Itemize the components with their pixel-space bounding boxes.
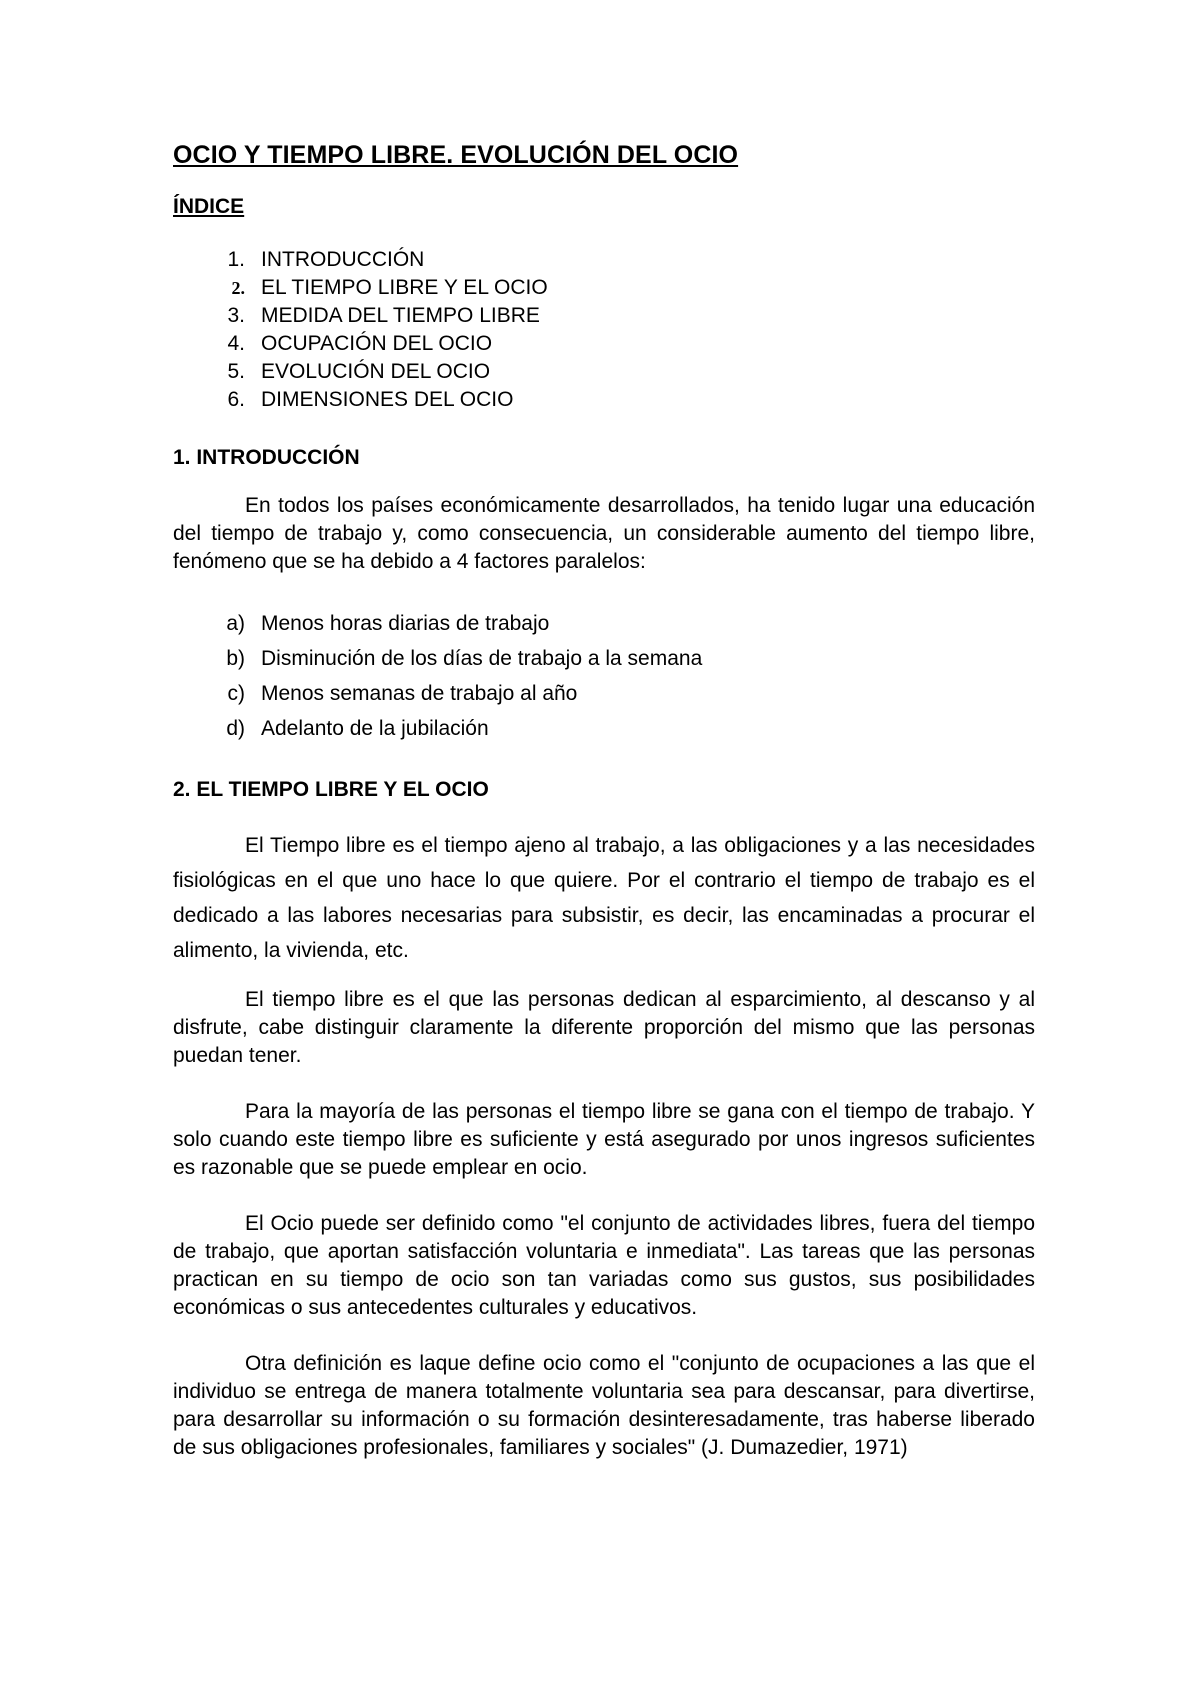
toc-item-number: 5.	[227, 360, 245, 383]
toc-item-label: DIMENSIONES DEL OCIO	[261, 388, 514, 411]
list-item-label: Menos horas diarias de trabajo	[261, 612, 550, 635]
index-heading: ÍNDICE	[173, 195, 245, 218]
list-item-label: Adelanto de la jubilación	[261, 717, 489, 740]
toc-item	[173, 386, 1035, 414]
section2-paragraph: El Tiempo libre es el tiempo ajeno al trabajo, a las obligaciones y a las necesidades fisiológicas en el que uno hace lo que quiere. Por el contrario el tiempo de trabajo es el dedicado a las labores necesarias para subsistir, es decir, las encaminadas a procurar el alimento, la vivienda, etc.	[173, 834, 1035, 962]
list-item-label: Disminución de los días de trabajo a la semana	[261, 647, 703, 670]
toc-item	[173, 358, 1035, 386]
list-item-letter: b)	[226, 647, 245, 670]
toc-item-label: MEDIDA DEL TIEMPO LIBRE	[261, 304, 540, 327]
list-item-letter: a)	[226, 612, 245, 635]
section-heading-tiempo-libre: 2. EL TIEMPO LIBRE Y EL OCIO	[173, 778, 489, 801]
list-item	[173, 641, 1035, 676]
section-heading-introduccion: 1. INTRODUCCIÓN	[173, 446, 360, 469]
toc-item	[173, 302, 1035, 330]
section2-paragraph: El Ocio puede ser definido como "el conjunto de actividades libres, fuera del tiempo de trabajo, que aportan satisfacción voluntaria e inmediata". Las tareas que las personas practican en su tiempo de ocio son tan variadas como sus gustos, sus posibilidades económicas o sus antecedentes culturales y educativos.	[173, 1212, 1035, 1319]
factors-list	[173, 606, 1035, 746]
toc-item	[173, 330, 1035, 358]
toc-item-label: EVOLUCIÓN DEL OCIO	[261, 360, 491, 383]
section2-paragraph: Para la mayoría de las personas el tiempo libre se gana con el tiempo de trabajo. Y solo cuando este tiempo libre es suficiente y está asegurado por unos ingresos suficientes es razonable que se puede emplear en ocio.	[173, 1100, 1035, 1179]
list-item-label: Menos semanas de trabajo al año	[261, 682, 578, 705]
toc-item-number: 4.	[227, 332, 245, 355]
toc-item	[173, 246, 1035, 274]
list-item	[173, 711, 1035, 746]
section1-paragraph: En todos los países económicamente desarrollados, ha tenido lugar una educación del tiempo de trabajo y, como consecuencia, un considerable aumento del tiempo libre, fenómeno que se ha debido a 4 factores paralelos:	[173, 494, 1035, 573]
table-of-contents	[173, 246, 1035, 414]
toc-item	[173, 274, 1035, 302]
toc-item-number: 2.	[231, 278, 245, 298]
section2-paragraph: Otra definición es laque define ocio como el "conjunto de ocupaciones a las que el individuo se entrega de manera totalmente voluntaria sea para descansar, para divertirse, para desarrollar su información o su formación desinteresadamente, tras haberse liberado de sus obligaciones profesionales, familiares y sociales" (J. Dumazedier, 1971)	[173, 1352, 1035, 1459]
document-page	[173, 140, 1035, 1462]
list-item-letter: d)	[226, 717, 245, 740]
toc-item-label: EL TIEMPO LIBRE Y EL OCIO	[261, 276, 548, 299]
list-item-letter: c)	[227, 682, 245, 705]
section2-paragraph: El tiempo libre es el que las personas dedican al esparcimiento, al descanso y al disfrute, cabe distinguir claramente la diferente proporción del mismo que las personas puedan tener.	[173, 988, 1035, 1067]
list-item	[173, 606, 1035, 641]
list-item	[173, 676, 1035, 711]
toc-item-number: 6.	[227, 388, 245, 411]
document-title: OCIO Y TIEMPO LIBRE. EVOLUCIÓN DEL OCIO	[173, 141, 739, 169]
toc-item-label: INTRODUCCIÓN	[261, 248, 425, 271]
toc-item-label: OCUPACIÓN DEL OCIO	[261, 332, 493, 355]
toc-item-number: 3.	[227, 304, 245, 327]
toc-item-number: 1.	[227, 248, 245, 271]
